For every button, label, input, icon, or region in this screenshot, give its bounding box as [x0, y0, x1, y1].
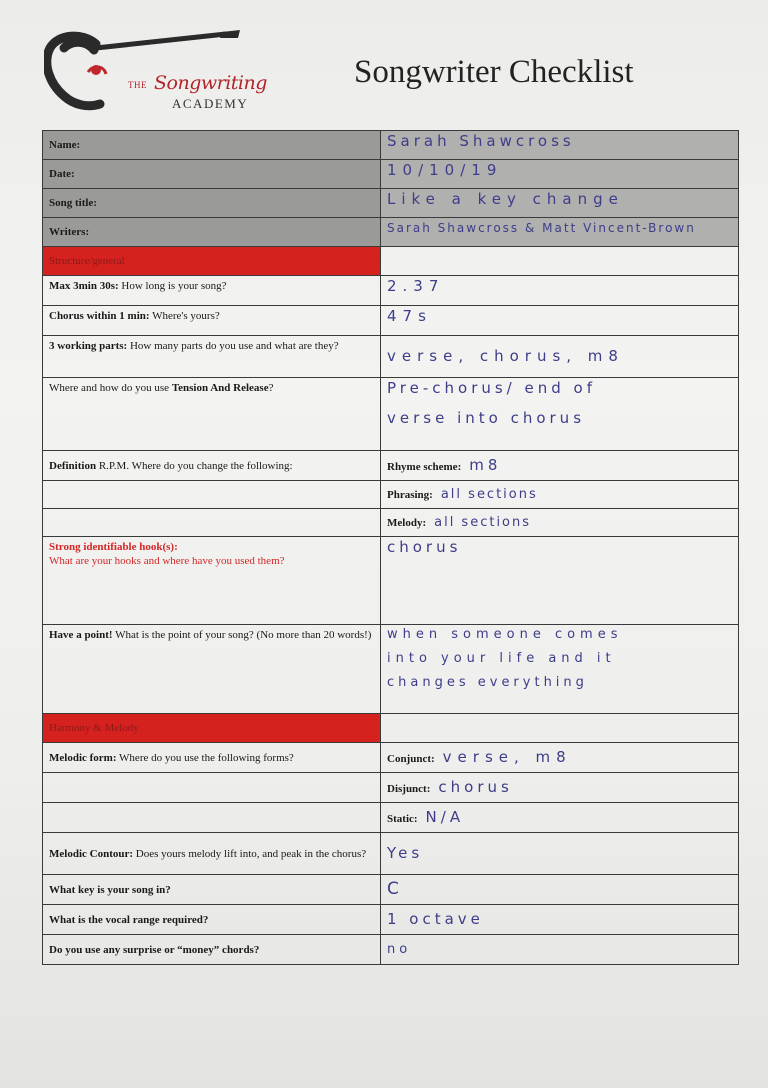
- writers-label: Writers:: [49, 226, 90, 238]
- point-answer-line-1: when someone comes: [387, 627, 623, 642]
- hook-question: What are your hooks and where have you used them?: [49, 555, 285, 567]
- song-key-label: What key is your song in?: [49, 883, 171, 896]
- money-chords-answer: no: [387, 941, 412, 957]
- rhyme-scheme-label: Rhyme scheme:: [387, 460, 462, 473]
- table-row: [43, 875, 739, 905]
- date-answer: 10/10/19: [387, 161, 503, 179]
- static-answer: N/A: [425, 807, 465, 826]
- song-title-label: Song title:: [49, 197, 97, 209]
- disjunct-label: Disjunct:: [387, 782, 431, 795]
- table-row: [43, 481, 739, 509]
- table-row: [43, 451, 739, 481]
- melodic-form-label: Melodic form:: [49, 751, 117, 764]
- section-structure-heading: Structure/general: [49, 255, 125, 267]
- melodic-contour-label: Melodic Contour:: [49, 847, 134, 860]
- table-row: [43, 131, 739, 160]
- chorus-timing-question: Where's yours?: [149, 310, 220, 322]
- phrasing-answer: all sections: [440, 486, 538, 502]
- academy-logo: [44, 28, 274, 113]
- table-row: [43, 905, 739, 935]
- point-answer-line-3: changes everything: [387, 675, 588, 690]
- melodic-contour-answer: Yes: [387, 843, 424, 862]
- date-label: Date:: [49, 168, 75, 180]
- table-row: [43, 336, 739, 378]
- table-row: [43, 625, 739, 714]
- table-row: [43, 803, 739, 833]
- chorus-timing-answer: 47s: [387, 307, 432, 325]
- table-row: [43, 218, 739, 247]
- table-row: [43, 833, 739, 875]
- song-length-answer: 2.37: [387, 277, 445, 295]
- vocal-range-label: What is the vocal range required?: [49, 913, 209, 926]
- table-row: [43, 935, 739, 965]
- logo-script-text: Songwriting: [154, 72, 267, 94]
- melody-answer: all sections: [434, 514, 532, 530]
- melodic-contour-question: Does yours melody lift into, and peak in the chorus?: [133, 847, 367, 860]
- section-harmony-heading: Harmony & Melody: [49, 722, 139, 734]
- table-row: [43, 160, 739, 189]
- page-title: Songwriter Checklist: [354, 54, 634, 90]
- table-row: [43, 189, 739, 218]
- chorus-timing-label: Chorus within 1 min:: [49, 310, 150, 322]
- tension-answer-line-1: Pre-chorus/ end of: [387, 379, 596, 397]
- money-chords-label: Do you use any surprise or “money” chords?: [49, 943, 260, 956]
- disjunct-answer: chorus: [438, 777, 513, 796]
- table-row: [43, 537, 739, 625]
- point-question: What is the point of your song? (No more than 20 words!): [112, 629, 372, 641]
- vocal-range-answer: 1 octave: [387, 909, 484, 928]
- tension-question-start: Where and how do you use: [49, 382, 172, 394]
- table-row: [43, 743, 739, 773]
- table-row: [43, 714, 739, 743]
- hook-answer: chorus: [387, 538, 462, 556]
- point-label: Have a point!: [49, 629, 113, 641]
- table-row: [43, 247, 739, 276]
- table-row: [43, 773, 739, 803]
- working-parts-answer: verse, chorus, m8: [387, 346, 624, 365]
- table-row: [43, 509, 739, 537]
- table-row: [43, 276, 739, 306]
- max-length-label: Max 3min 30s:: [49, 280, 119, 292]
- working-parts-question: How many parts do you use and what are they?: [127, 340, 339, 352]
- writers-answer: Sarah Shawcross & Matt Vincent-Brown: [387, 221, 696, 235]
- song-title-answer: Like a key change: [387, 190, 624, 208]
- max-length-question: How long is your song?: [118, 280, 227, 292]
- melody-label: Melody:: [387, 516, 427, 529]
- definition-label: Definition: [49, 459, 97, 472]
- conjunct-answer: verse, m8: [442, 747, 572, 766]
- working-parts-label: 3 working parts:: [49, 340, 128, 352]
- checklist-table: [42, 130, 739, 965]
- tension-label: Tension And Release: [171, 382, 269, 394]
- point-answer-line-2: into your life and it: [387, 651, 616, 666]
- rhyme-scheme-answer: m8: [469, 455, 502, 474]
- name-answer: Sarah Shawcross: [387, 132, 575, 150]
- table-row: [43, 306, 739, 336]
- hook-label: Strong identifiable hook(s):: [49, 541, 178, 553]
- song-key-answer: C: [387, 878, 403, 899]
- static-label: Static:: [387, 812, 418, 825]
- logo-academy-text: ACADEMY: [172, 96, 249, 111]
- melodic-form-question: Where do you use the following forms?: [116, 751, 294, 764]
- definition-question: R.P.M. Where do you change the following:: [96, 459, 293, 472]
- conjunct-label: Conjunct:: [387, 752, 435, 765]
- logo-the-text: THE: [128, 80, 147, 90]
- tension-answer-line-2: verse into chorus: [387, 409, 586, 427]
- phrasing-label: Phrasing:: [387, 488, 433, 501]
- tension-question-end: ?: [268, 382, 274, 394]
- table-row: [43, 378, 739, 451]
- name-label: Name:: [49, 139, 81, 151]
